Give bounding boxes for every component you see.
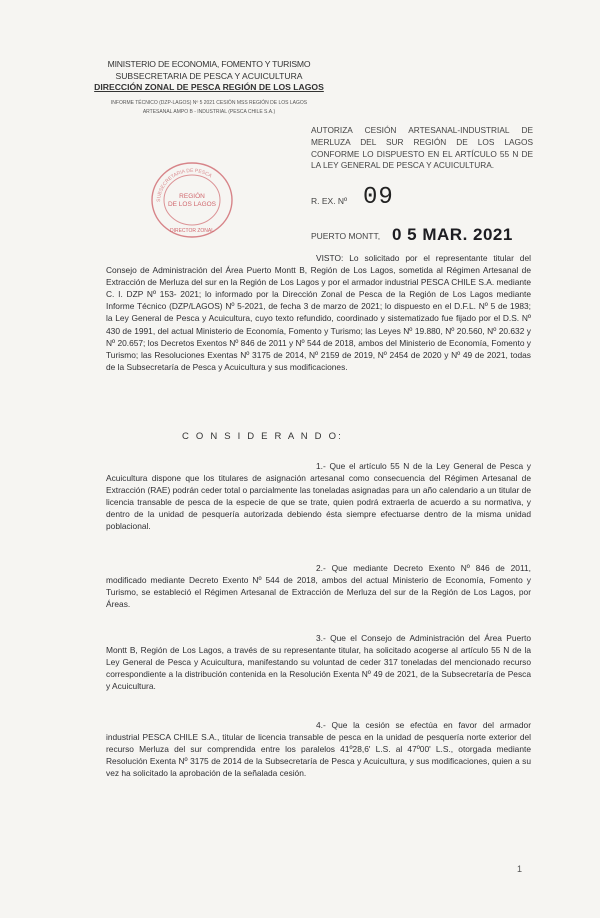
- reference-line-2: ARTESANAL AMPO B - INDUSTRIAL (PESCA CHILE S.A.): [142, 109, 276, 115]
- considerando-2: [106, 562, 531, 610]
- resolution-number: 09: [363, 184, 394, 211]
- ministry-name: MINISTERIO DE ECONOMIA, FOMENTO Y TURISMO: [107, 59, 311, 69]
- considerando-1-text: 1.- Que el artículo 55 N de la Ley General de Pesca y Acuicultura dispone que los titulares de asignación artesanal como consecuencia del Régimen Artesanal de Extracción (RAE) podrán ceder total o parcialmente las toneladas asignadas para un año calendario a un titular de licencia transable de pesca de la especie de que se trate, quien podrá extraerla de acuerdo a su normativa, y dentro de la unidad de pesquería autorizada debiendo ésta siempre efectuarse dentro de la misma unidad poblacional.: [106, 461, 531, 532]
- resolution-title: AUTORIZA CESIÓN ARTESANAL-INDUSTRIAL DE MERLUZA DEL SUR REGIÓN DE LOS LAGOS CONFORME LO DISPUESTO EN EL ARTÍCULO 55 N DE LA LEY GENERAL DE PESCA Y ACUICULTURA.: [311, 125, 533, 171]
- reference-line-1: INFORME TÉCNICO (DZP-LAGOS) Nº 5 2021 CESIÓN MSS REGIÓN DE LOS LAGOS: [110, 100, 308, 106]
- resolution-date: 0 5 MAR. 2021: [392, 225, 513, 244]
- letterhead: [84, 59, 334, 94]
- considerando-1: [106, 460, 531, 533]
- considerando-2-text: 2.- Que mediante Decreto Exento Nº 846 de 2011, modificado mediante Decreto Exento Nº 544 de 2018, ambos del actual Ministerio de Economía, Fomento y Turismo, se estableció el Régimen Artesanal de Extracción de Merluza del sur de la Región de Los Lagos, por Áreas.: [106, 563, 531, 610]
- visto-paragraph: [106, 252, 531, 373]
- page-number: 1: [517, 864, 523, 874]
- stamp-line-2: DE LOS LAGOS: [167, 201, 217, 208]
- place-label: PUERTO MONTT,: [311, 231, 381, 241]
- stamp-line-1: REGIÓN: [179, 193, 205, 200]
- considerando-3-text: 3.- Que el Consejo de Administración del Área Puerto Montt B, Región de Los Lagos, a través de su representante titular, ha solicitado acogerse al artículo 55 N de la Ley General de Pesca y Acuicultura, manifestando su voluntad de ceder 317 toneladas del mencionado recurso correspondiente a la distribución contenida en la Resolución Exenta Nº 49 de 2021, de la Subsecretaría de Pesca y Acuicultura.: [106, 633, 531, 692]
- resolution-label: R. EX. Nº: [311, 196, 348, 206]
- considerando-3: [106, 632, 531, 692]
- considerando-heading: C O N S I D E R A N D O:: [182, 431, 344, 442]
- stamp-bottom-text: DIRECTOR ZONAL: [169, 228, 215, 234]
- considerando-4-text: 4.- Que la cesión se efectúa en favor del armador industrial PESCA CHILE S.A., titular de licencia transable de pesca en la unidad de pesquería norte exterior del recurso Merluza del sur comprendida entre los paralelos 41º28,6' L.S. al 47º00' L.S., otorgada mediante Resolución Exenta Nº 3175 de 2014 de la Subsecretaría de Pesca y Acuicultura, y sus modificaciones, quien a su vez ha solicitado la aprobación de la señalada cesión.: [106, 720, 531, 779]
- reference-lines: [84, 99, 334, 117]
- considerando-4: [106, 719, 531, 779]
- direccion-zonal-name: DIRECCIÓN ZONAL DE PESCA REGIÓN DE LOS LAGOS: [94, 82, 324, 92]
- stamp-ring-text: SUBSECRETARIA DE PESCA: [155, 167, 213, 203]
- subsecretaria-name: SUBSECRETARIA DE PESCA Y ACUICULTURA: [115, 70, 303, 81]
- official-stamp-icon: [148, 160, 236, 240]
- visto-text: VISTO: Lo solicitado por el representante titular del Consejo de Administración del Área Puerto Montt B, Región de Los Lagos, sometida al Régimen Artesanal de Extracción de Merluza del sur en la Región de Los Lagos y por el armador industrial PESCA CHILE S.A. mediante C. I. DZP Nº 153- 2021; lo informado por la Dirección Zonal de Pesca de la Región de Los Lagos mediante Informe Técnico (DZP/LAGOS) Nº 5-2021, de fecha 3 de marzo de 2021; lo dispuesto en el D.F.L. Nº 5 de 1983; la Ley General de Pesca y Acuicultura, cuyo texto refundido, coordinado y sistematizado fue fijado por el D.S. Nº 430 de 1991, del actual Ministerio de Economía, Fomento y Turismo; las Leyes Nº 19.880, Nº 20.560, Nº 20.632 y Nº 20.657; los Decretos Exentos Nº 846 de 2011 y Nº 544 de 2018, ambos del Ministerio de Economía, Fomento y Turismo; las Resoluciones Exentas Nº 3175 de 2014, Nº 2159 de 2019, Nº 2454 de 2020 y Nº 49 de 2021, todas de la Subsecretaría de Pesca y Acuicultura y sus modificaciones.: [106, 253, 531, 372]
